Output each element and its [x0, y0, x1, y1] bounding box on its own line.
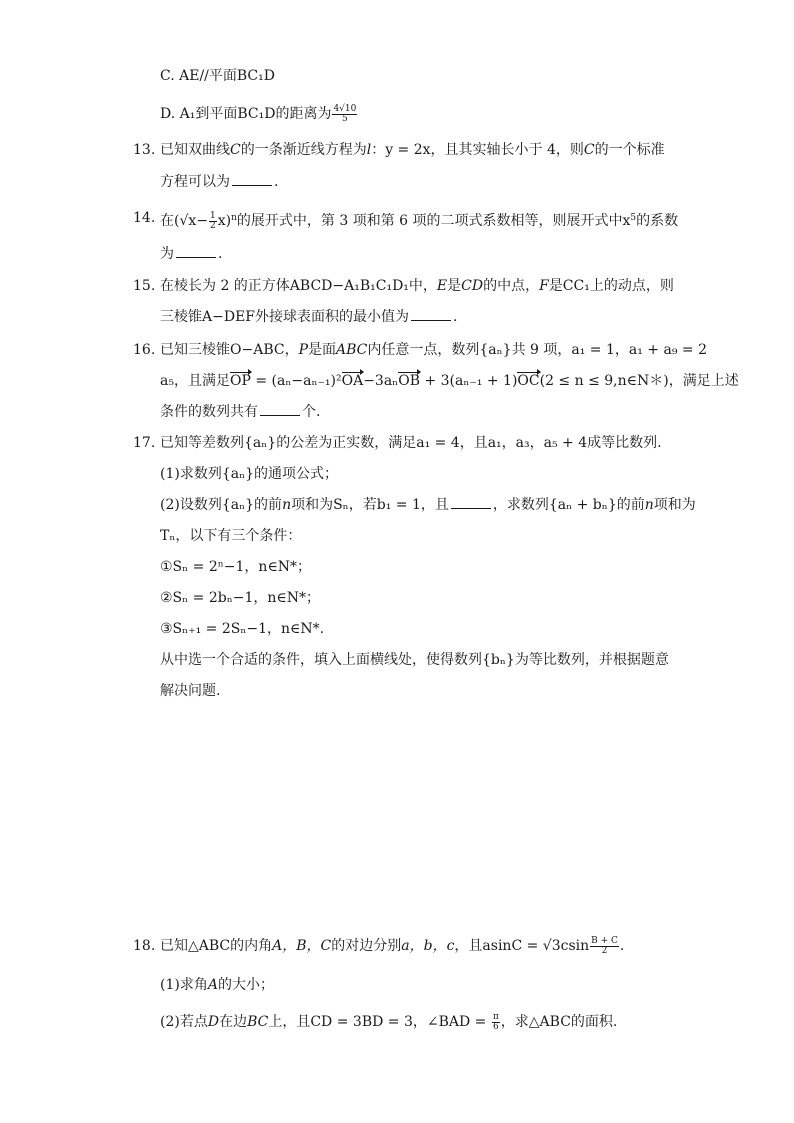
- q13-line1: 已知双曲线C的一条渐近线方程为l：y = 2x，且其实轴长小于 4，则C的一个标准: [160, 142, 665, 158]
- vector-ob: OB: [398, 373, 420, 389]
- vector-oc: OC: [517, 373, 540, 389]
- q18-part1: (1)求角A的大小；: [160, 977, 274, 993]
- q14-line1: 在(√x− $\frac{1}{2}$ x)$^n$的展开式中，第 3 项和第 6 项的二项式系数相等，则展开式中$x^5$的系数: [160, 210, 679, 231]
- fraction: $\frac{B + C}{2}$: [591, 935, 618, 956]
- q17-part2-line2: Tₙ，以下有三个条件：: [160, 528, 302, 544]
- answer-blank: [451, 496, 491, 509]
- q17-instruction-1: 从中选一个合适的条件，填入上面横线处，使得数列{bₙ}为等比数列，并根据题意: [160, 652, 669, 668]
- q15-line1: 在棱长为 2 的正方体ABCD−A₁B₁C₁D₁中，E是CD的中点，F是CC₁上的动点，则: [160, 278, 674, 294]
- option-c: C. AE//平面BC₁D: [160, 68, 275, 84]
- q17-condition-2: ②Sₙ = 2bₙ−1，n∈N*；: [160, 590, 321, 606]
- vector-oa: OA: [341, 373, 364, 389]
- fraction: $\frac{4√10}{5}$: [333, 103, 357, 124]
- question-number-14: 14.: [133, 210, 156, 226]
- answer-blank: [260, 403, 300, 416]
- q17-part2: (2)设数列{aₙ}的前n项和为Sₙ，若b₁ = 1，且 ，求数列{aₙ + bₙ}的前n项和为: [160, 497, 696, 513]
- q17-condition-1: ①Sₙ = 2ⁿ−1，n∈N*；: [160, 559, 312, 575]
- question-number-17: 17.: [133, 435, 156, 451]
- fraction: $\frac{1}{2}$: [210, 210, 216, 231]
- q18-part2: (2)若点D在边BC上，且CD = 3BD = 3，∠BAD = $\frac{\pi}{6}$ ，求△ABC的面积.: [160, 1011, 618, 1032]
- q17-condition-3: ③Sₙ₊₁ = 2Sₙ−1，n∈N*.: [160, 621, 325, 637]
- q16-line3: 条件的数列共有 个.: [160, 404, 321, 420]
- answer-blank: [232, 173, 272, 186]
- answer-blank: [176, 245, 216, 258]
- vector-op: OP: [229, 373, 251, 389]
- answer-blank: [411, 308, 451, 321]
- fraction: $\frac{\pi}{6}$: [492, 1011, 499, 1032]
- q15-line2: 三棱锥A−DEF外接球表面积的最小值为 .: [160, 309, 458, 325]
- q16-line2: a₅，且满足OP = (aₙ−aₙ₋₁)²OA−3aₙOB + 3(aₙ₋₁ + 1)OC(2 ≤ n ≤ 9,n∈N＊)，满足上述: [160, 373, 739, 389]
- question-number-15: 15.: [133, 278, 156, 294]
- q17-part1: (1)求数列{aₙ}的通项公式；: [160, 466, 339, 482]
- q14-line2: 为 .: [160, 246, 223, 262]
- q16-line1: 已知三棱锥O−ABC，P是面ABC内任意一点，数列{aₙ}共 9 项，a₁ = 1，a₁ + a₉ = 2: [160, 342, 707, 358]
- question-number-18: 18.: [133, 938, 156, 954]
- option-d: D. A₁到平面BC₁D的距离为 $\frac{4√10}{5}$: [160, 103, 357, 124]
- q17-line1: 已知等差数列{aₙ}的公差为正实数，满足a₁ = 4，且a₁，a₃，a₅ + 4成等比数列.: [160, 435, 662, 451]
- question-number-16: 16.: [133, 342, 156, 358]
- question-number-13: 13.: [133, 142, 156, 158]
- q13-line2: 方程可以为 .: [160, 174, 279, 190]
- q18-line1: 已知△ABC的内角A，B，C的对边分别a，b，c，且asinC = √3csin $\frac{B + C}{2}$ .: [160, 935, 625, 956]
- q17-instruction-2: 解决问题.: [160, 683, 221, 699]
